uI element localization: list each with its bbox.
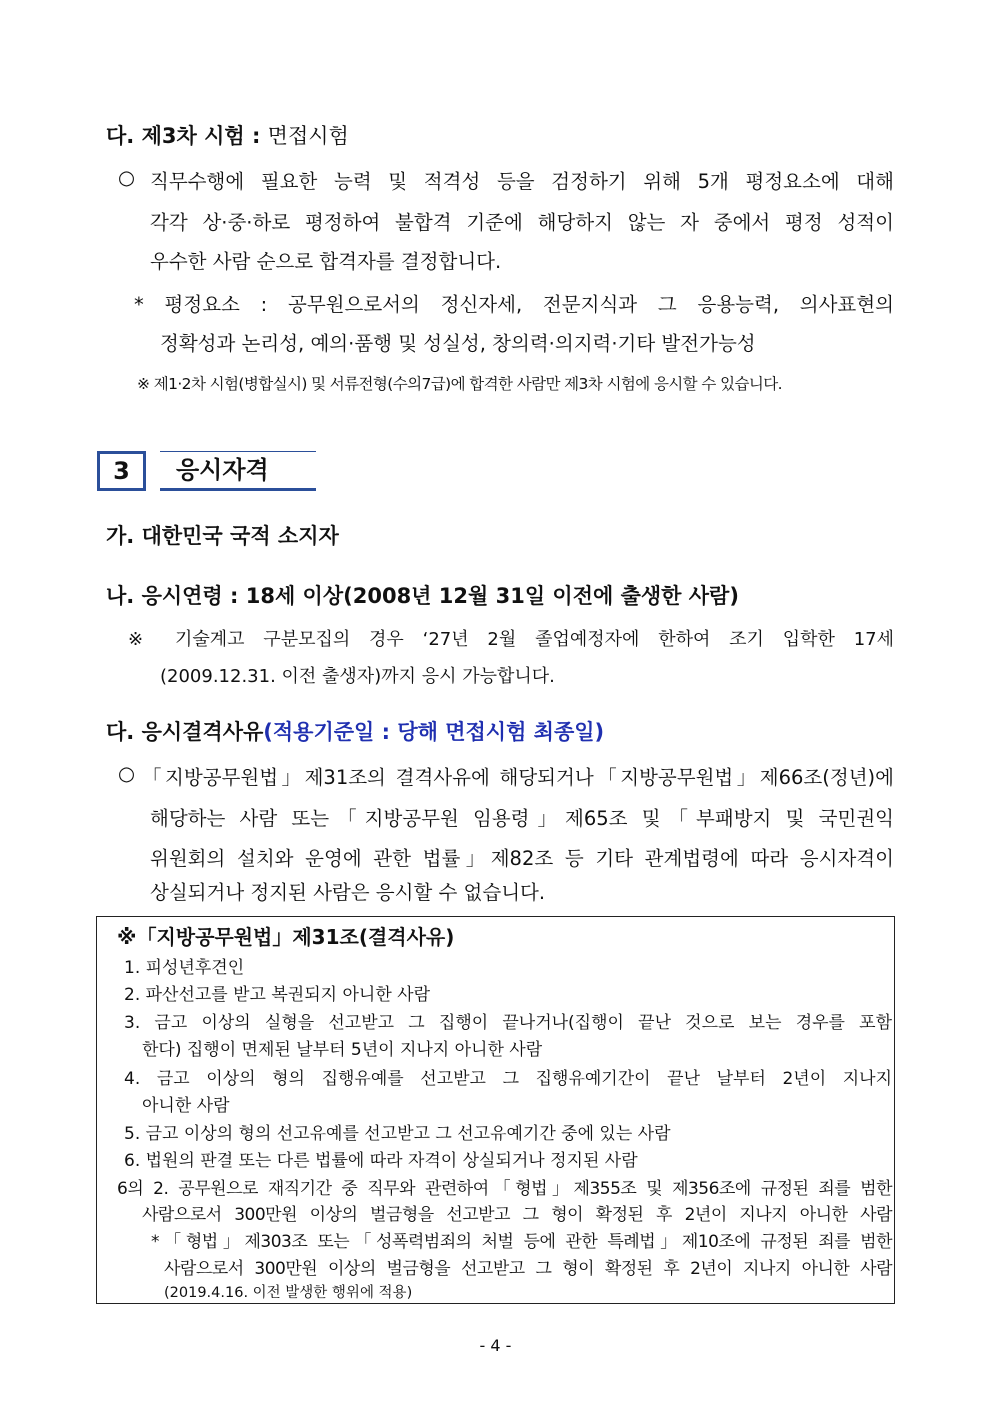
box-line: 5. 금고 이상의 형의 선고유예를 선고받고 그 선고유예기간 중에 있는 사람 [124, 1124, 671, 1144]
exam3-note: ※ 제1·2차 시험(병합실시) 및 서류전형(수의7급)에 합격한 사람만 제3차 시험에 응시할 수 있습니다. [137, 375, 782, 393]
disq-para-line: 「지방공무원법」제31조의 결격사유에 해당되거나「지방공무원법」제66조(정년)에 [142, 766, 894, 789]
bullet-circle: ○ [118, 166, 136, 189]
box-line: 1. 피성년후견인 [124, 958, 245, 978]
disq-para-line: 해당하는 사람 또는「지방공무원 임용령」제65조 및「부패방지 및 국민권익 [150, 807, 894, 830]
exam3-para-line: 직무수행에 필요한 능력 및 적격성 등을 검정하기 위해 5개 평정요소에 대해 [150, 170, 894, 193]
disq-para-line: 위원회의 설치와 운영에 관한 법률」제82조 등 기타 관계법령에 따라 응시자격이 [150, 847, 894, 870]
exam3-para-line: 각각 상·중·하로 평정하여 불합격 기준에 해당하지 않는 자 중에서 평정 성적이 [150, 211, 894, 234]
box-line: 6의 2. 공무원으로 재직기간 중 직무와 관련하여「형법」제355조 및 제356조에 규정된 죄를 범한 [117, 1179, 892, 1199]
disq-para-line: 상실되거나 정지된 사람은 응시할 수 없습니다. [150, 881, 546, 904]
box-line: *「형법」제303조 또는「성폭력범죄의 처벌 등에 관한 특례법」제10조에 규정된 죄를 범한 [151, 1232, 892, 1252]
nationality-heading: 가. 대한민국 국적 소지자 [106, 524, 339, 548]
criteria-line: * 평정요소 : 공무원으로서의 정신자세, 전문지식과 그 응용능력, 의사표현의 [134, 293, 894, 316]
disqualification-label: 다. 응시결격사유 [106, 720, 264, 744]
section-title: 응시자격 [160, 451, 316, 491]
exam3-para-line: 우수한 사람 순으로 합격자를 결정합니다. [150, 250, 502, 273]
age-note-line: (2009.12.31. 이전 출생자)까지 응시 가능합니다. [160, 666, 555, 687]
page-number: - 4 - [479, 1336, 512, 1355]
article31-box [96, 916, 895, 1304]
exam3-label: 다. 제3차 시험 : [106, 124, 261, 148]
age-note-line: ※ 기술계고 구분모집의 경우 ‘27년 2월 졸업예정자에 한하여 조기 입학한 17세 [128, 629, 894, 650]
box-line: 사람으로서 300만원 이상의 벌금형을 선고받고 그 형이 확정된 후 2년이 지나지 아니한 사람 [164, 1259, 892, 1279]
box-line: 한다) 집행이 면제된 날부터 5년이 지나지 아니한 사람 [142, 1040, 543, 1060]
exam3-value: 면접시험 [267, 124, 349, 148]
bullet-circle: ○ [118, 762, 136, 785]
criteria-line: 정확성과 논리성, 예의·품행 및 성실성, 창의력·의지력·기타 발전가능성 [160, 332, 756, 355]
box-line: 사람으로서 300만원 이상의 벌금형을 선고받고 그 형이 확정된 후 2년이 지나지 아니한 사람 [142, 1205, 892, 1225]
box-line: 4. 금고 이상의 형의 집행유예를 선고받고 그 집행유예기간이 끝난 날부터 2년이 지나지 [124, 1069, 892, 1089]
box-line: 아니한 사람 [142, 1096, 230, 1116]
disqualification-reference-date: (적용기준일 : 당해 면접시험 최종일) [263, 720, 605, 744]
box-line: 3. 금고 이상의 실형을 선고받고 그 집행이 끝나거나(집행이 끝난 것으로 보는 경우를 포함 [124, 1013, 892, 1033]
age-heading: 나. 응시연령 : 18세 이상(2008년 12월 31일 이전에 출생한 사람) [106, 584, 739, 608]
box-line: 6. 법원의 판결 또는 다른 법률에 따라 자격이 상실되거나 정지된 사람 [124, 1151, 638, 1171]
box-line: (2019.4.16. 이전 발생한 행위에 적용) [164, 1285, 413, 1301]
section-number: 3 [97, 451, 146, 491]
exam3-heading [106, 120, 349, 150]
disqualification-heading [106, 716, 604, 746]
box-line: 2. 파산선고를 받고 복권되지 아니한 사람 [124, 985, 430, 1005]
box-title: ※「지방공무원법」제31조(결격사유) [117, 925, 455, 949]
